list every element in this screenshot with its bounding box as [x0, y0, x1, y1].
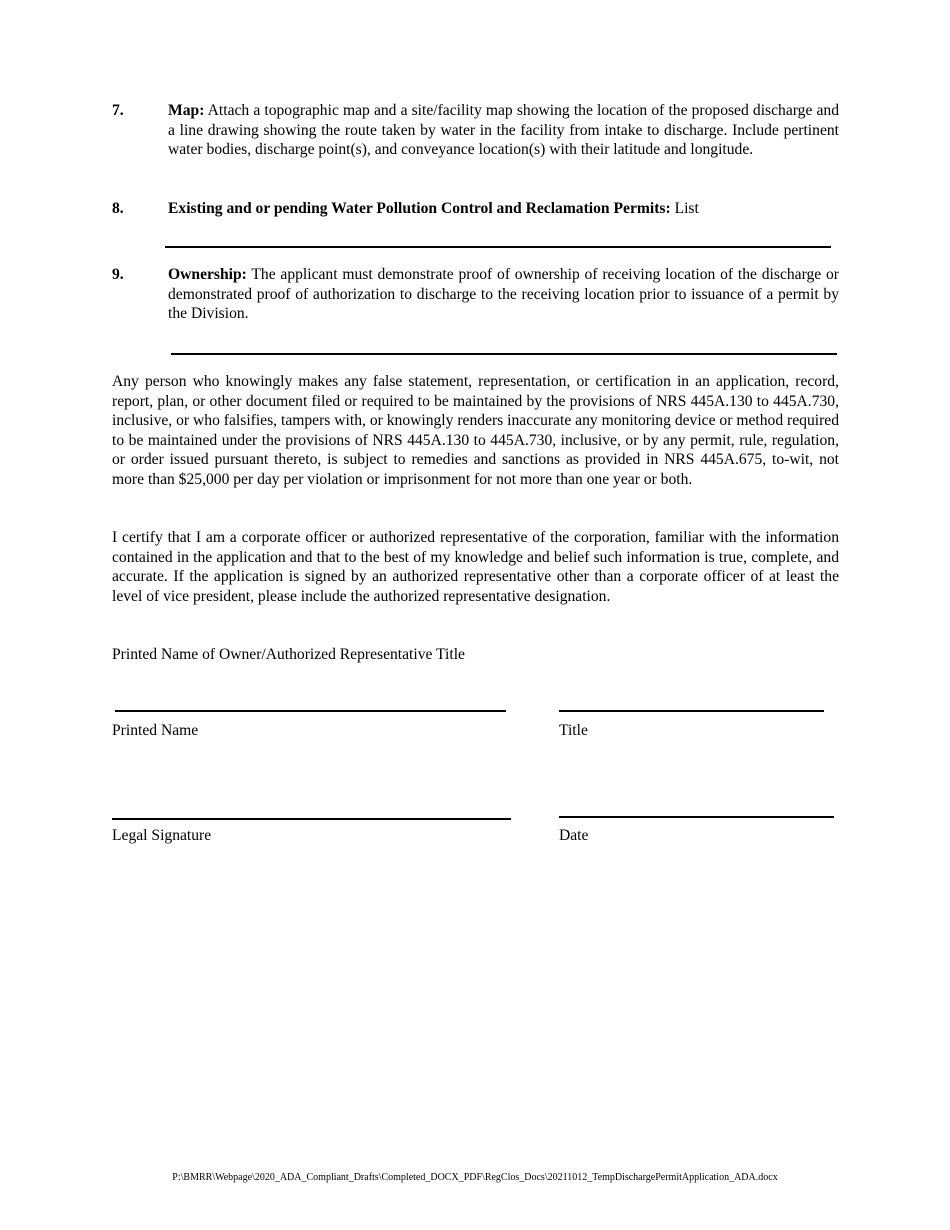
item-9-ownership	[112, 265, 839, 325]
item-body	[168, 265, 839, 324]
ownership-line[interactable]	[171, 353, 837, 355]
item-heading: Ownership:	[168, 266, 247, 283]
printed-name-line[interactable]	[115, 710, 506, 712]
date-line[interactable]	[559, 816, 834, 818]
item-body	[168, 199, 839, 219]
item-number: 9.	[112, 266, 124, 283]
item-7-map	[112, 101, 839, 181]
item-8-permits	[112, 199, 839, 219]
certification-statement: I certify that I am a corporate officer or authorized representative of the corporation, familiar with the information contained in the application and that to the best of my knowledge and belief such information is true, complete, and accurate. If the application is signed by an authorized representative other than a corporate officer of at least the level of vice president, please include the authorized representative designation.	[112, 529, 839, 605]
item-text: Attach a topographic map and a site/facility map showing the location of the proposed discharge and a line drawing showing the route taken by water in the facility from intake to discharge. Include pertinent water bodies, discharge point(s), and conveyance location(s) with their latitude and longitude.	[168, 102, 839, 159]
title-label: Title	[559, 722, 588, 739]
item-heading: Existing and or pending Water Pollution Control and Reclamation Permits:	[168, 200, 671, 217]
printed-name-label: Printed Name	[112, 722, 199, 739]
penalty-statement: Any person who knowingly makes any false statement, representation, or certification in an application, record, report, plan, or other document filed or required to be maintained by the provisions of NRS 445A.130 to 445A.730, inclusive, or who falsifies, tampers with, or knowingly renders inaccurate any monitoring device or method required to be maintained under the provisions of NRS 445A.130 to 445A.730, inclusive, or by any permit, rule, regulation, or order issued pursuant thereto, is subject to remedies and sanctions as provided in NRS 445A.675, to-wit, not more than $25,000 per day per violation or imprisonment for not more than one year or both.	[112, 373, 839, 488]
item-text: The applicant must demonstrate proof of ownership of receiving location of the discharge or demonstrated proof of authorization to discharge to the receiving location prior to issuance of a permit by the Division.	[168, 266, 839, 323]
permits-list-line[interactable]	[165, 246, 831, 248]
signature-block-heading: Printed Name of Owner/Authorized Representative Title	[112, 646, 465, 663]
legal-signature-line[interactable]	[112, 818, 511, 820]
item-body	[168, 101, 839, 160]
item-heading: Map:	[168, 102, 205, 119]
legal-signature-label: Legal Signature	[112, 827, 212, 844]
item-number: 7.	[112, 102, 124, 119]
item-number: 8.	[112, 200, 124, 217]
title-line[interactable]	[559, 710, 824, 712]
item-text: List	[674, 200, 699, 217]
footer-file-path: P:\BMRR\Webpage\2020_ADA_Compliant_Drafts\Completed_DOCX_PDF\RegClos_Docs\20211012_TempDischargePermitApplication_ADA.docx	[172, 1172, 778, 1183]
date-label: Date	[559, 827, 589, 844]
